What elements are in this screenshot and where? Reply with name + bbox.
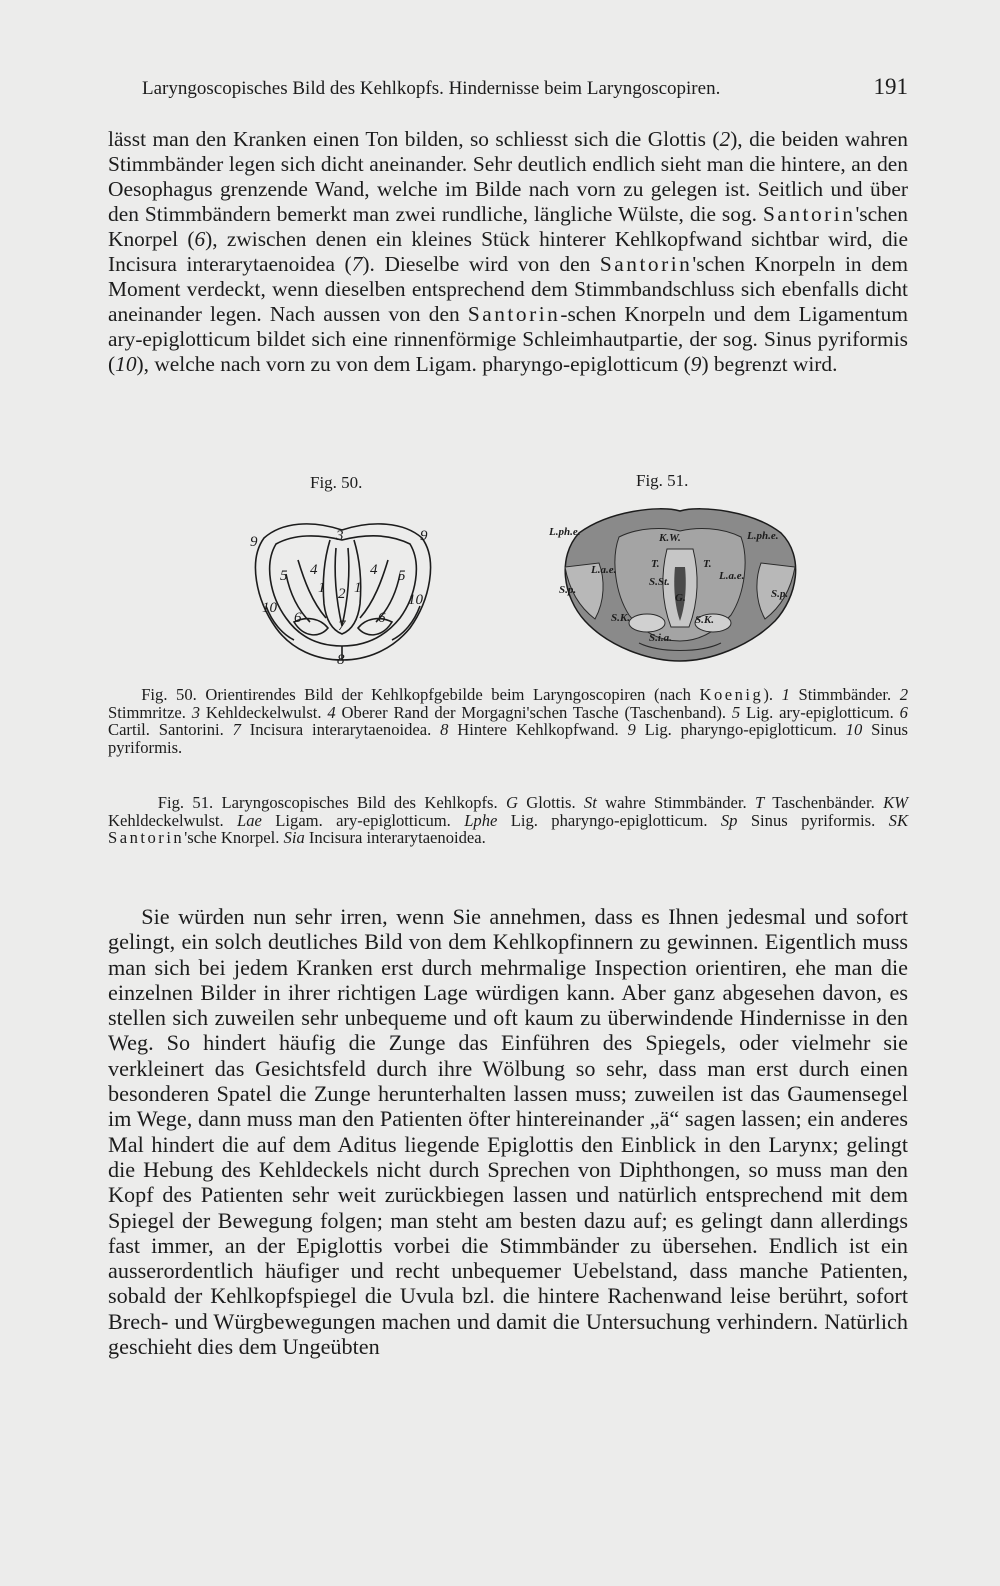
ref-number: 10 <box>115 352 137 376</box>
caption-text: ). <box>763 685 782 704</box>
name-santorin: Santorin <box>762 202 856 226</box>
mark-5-right: 5 <box>398 568 406 584</box>
mark-sp-left: S.p. <box>559 584 577 596</box>
ref-number: 2 <box>899 685 908 704</box>
abbrev: Sia <box>283 828 305 848</box>
running-title: Laryngoscopisches Bild des Kehlkopfs. Hindernisse beim Laryngoscopiren. <box>142 78 721 99</box>
text-run: -schen Knorpeln und dem Ligamentum ary-epiglotticum bildet sich eine rinnenförmige Schleimhautpartie, der sog. Sinus pyriformis ( <box>108 302 908 376</box>
mark-lphe-left: L.ph.e. <box>549 526 581 538</box>
mark-sk-left: S.K. <box>611 612 630 624</box>
mark-1-left: 1 <box>318 580 326 596</box>
name-santorin: Santorin <box>599 252 693 276</box>
mark-kw: K.W. <box>659 532 681 544</box>
caption-text: Kehldeckelwulst. <box>108 810 238 830</box>
mark-sst: S.St. <box>649 576 670 588</box>
mark-t-left: T. <box>651 558 660 570</box>
caption-text: Hintere Kehlkopfwand. <box>448 720 628 740</box>
abbrev: SK <box>888 810 909 830</box>
abbrev: T <box>755 793 765 812</box>
caption-text: Orientirendes Bild der Kehlkopfgebilde beim Laryngoscopiren (nach <box>196 685 700 704</box>
caption-text: Cartil. Santorini. <box>108 720 233 740</box>
mark-8: 8 <box>337 652 345 668</box>
figure-50-label: Fig. 50. <box>310 473 363 492</box>
ref-number: 1 <box>781 685 790 704</box>
caption-text: Sinus pyriformis. <box>737 810 889 830</box>
figure-51-illustration <box>549 497 811 667</box>
caption-text: wahre Stimmbänder. <box>596 793 756 812</box>
mark-7: 7 <box>338 618 346 634</box>
page-number: 191 <box>873 74 908 99</box>
ref-number: 9 <box>627 720 636 740</box>
caption-text: Lig. pharyngo-epiglotticum. <box>497 810 721 830</box>
paragraph-1 <box>108 127 908 377</box>
caption-lead: Fig. 50. <box>141 685 197 704</box>
text-run: ), die beiden wahren Stimmbänder legen sich dicht aneinander. Sehr deutlich endlich sieht man die hintere, an den Oesophagus grenzende Wand, welche im Bilde nach vorn zu gelegen ist. Seitlich und über den Stimmbändern bemerkt man zwei rundliche, längliche Wülste, die sog. <box>108 127 908 226</box>
figure-50-caption <box>108 686 908 756</box>
text-run: ), zwischen denen ein kleines Stück hinterer Kehlkopfwand sichtbar wird, die Incisura interarytaenoidea ( <box>108 227 908 276</box>
mark-g: G. <box>675 592 686 604</box>
ref-number: 4 <box>327 702 336 722</box>
caption-text: Sinus pyriformis. <box>108 720 908 757</box>
abbrev: Sp <box>720 810 738 830</box>
caption-text: Ligam. ary-epiglotticum. <box>261 810 465 830</box>
figure-51-label: Fig. 51. <box>636 471 689 490</box>
mark-9-left: 9 <box>250 534 258 550</box>
abbrev: KW <box>883 793 908 812</box>
text-run: lässt man den Kranken einen Ton bilden, so schliesst sich die Glottis ( <box>108 127 720 151</box>
mark-10-left: 10 <box>262 600 277 616</box>
ref-number: 5 <box>731 702 741 722</box>
caption-text: Glottis. <box>517 793 584 812</box>
mark-1-right: 1 <box>354 580 362 596</box>
ref-number: 3 <box>191 702 201 722</box>
mark-3: 3 <box>336 528 344 544</box>
mark-lae-right: L.a.e. <box>719 570 745 582</box>
ref-number: 6 <box>194 227 206 251</box>
mark-5-left: 5 <box>280 568 288 584</box>
name-santorin: Santorin <box>467 302 561 326</box>
caption-lead: Fig. 51. <box>157 793 214 812</box>
paragraph-2 <box>108 904 908 1359</box>
text-run: ) begrenzt wird. <box>701 352 838 376</box>
abbrev: Lphe <box>464 810 498 830</box>
mark-6-right: 6 <box>378 610 386 626</box>
mark-sk-right: S.K. <box>695 614 714 626</box>
text-run: 'schen Knorpel ( <box>108 202 908 251</box>
ref-number: 9 <box>690 352 702 376</box>
caption-text: Lig. ary-epiglotticum. <box>740 702 900 722</box>
figure-51-caption <box>108 794 908 847</box>
caption-text: Taschenbänder. <box>764 793 884 812</box>
caption-text: Laryngoscopisches Bild des Kehlkopfs. <box>213 793 506 812</box>
abbrev: G <box>505 793 518 812</box>
text-run: ). Dieselbe wird von den <box>362 252 600 276</box>
mark-t-right: T. <box>703 558 712 570</box>
abbrev: Lae <box>237 810 262 830</box>
figure-50-diagram <box>232 500 454 678</box>
ref-number: 6 <box>899 702 908 722</box>
caption-text: 'sche Knorpel. <box>184 828 284 848</box>
mark-4-left: 4 <box>310 562 318 578</box>
caption-text: Kehldeckelwulst. <box>200 702 328 722</box>
text-run: 'schen Knorpeln in dem Moment verdeckt, wenn dieselben entsprechend dem Stimmbandschluss sich ebenfalls dicht aneinander legen. Nach aussen von den <box>108 252 909 326</box>
mark-6-left: 6 <box>294 610 302 626</box>
mark-2: 2 <box>338 586 346 602</box>
text-run: Sie würden nun sehr irren, wenn Sie annehmen, dass es Ihnen jedesmal und sofort gelingt, ein solch deutliches Bild von dem Kehlkopfinnern zu gewinnen. Eigentlich muss man sich bei jedem Kranken erst durch mehrmalige Inspection orientiren, ehe man die einzelnen Bilder in ihrer richtigen Lage würdigen kann. Aber ganz abgesehen davon, es stellen sich zuweilen sehr unbequeme und oft kaum zu überwindende Hindernisse in den Weg. So hindert häufig die Zunge das Einführen des Spiegels, oder vielmehr sie verkleinert das Gesichtsfeld durch ihre Wölbung so sehr, dass man erst durch einen besonderen Spatel die Zunge herunterhalten lassen muss; zuweilen ist das Gaumensegel im Wege, dann muss man den Patienten öfter hintereinander „ä“ sagen lassen; ein anderes Mal hindert die auf dem Aditus liegende Epiglottis den Einblick in den Larynx; gelingt die Hebung des Kehldeckels nicht durch Sprechen von Diphthongen, so muss man den Kopf des Patienten sehr weit zurückbiegen lassen und natürlich entsprechend mit dem Spiegel der Bewegung folgen; man steht am besten dazu auf; es gelingt dann allerdings fast immer, an der Epiglottis vorbei die Stimmbänder zu übersehen. Endlich ist ein ausserordentlich häufiger und recht unbequemer Uebelstand, dass manche Patienten, sobald der Kehlkopfspiegel die Uvula bzl. die hintere Rachenwand leise berührt, sofort Brech- und Würgbewegungen machen und damit die Untersuchung verhindern. Natürlich geschieht dies dem Ungeübten <box>108 904 908 1360</box>
ref-number: 7 <box>232 720 241 740</box>
mark-10-right: 10 <box>408 592 423 608</box>
text-run: ), welche nach vorn zu von dem Ligam. pharyngo-epiglotticum ( <box>136 352 691 376</box>
caption-text: Lig. pharyngo-epiglotticum. <box>635 720 846 740</box>
mark-9-right: 9 <box>420 528 428 544</box>
mark-lae-left: L.a.e. <box>591 564 617 576</box>
ref-number: 7 <box>351 252 363 276</box>
mark-lphe-right: L.ph.e. <box>747 530 779 542</box>
caption-text: Incisura interarytaenoidea. <box>304 828 486 848</box>
ref-number: 10 <box>845 720 863 740</box>
mark-sia: S.i.a. <box>649 632 672 644</box>
ref-number: 2 <box>719 127 731 151</box>
caption-text: Incisura interarytaenoidea. <box>240 720 441 740</box>
caption-text: Oberer Rand der Morgagni'schen Tasche (Taschenband). <box>335 702 732 722</box>
caption-text: Stimmbänder. <box>789 685 900 704</box>
running-header <box>142 74 908 100</box>
ref-number: 8 <box>440 720 449 740</box>
name-santorin: Santorin <box>108 828 185 848</box>
name-koenig: Koenig <box>699 685 764 704</box>
mark-sp-right: S.p. <box>771 588 789 600</box>
mark-4-right: 4 <box>370 562 378 578</box>
abbrev: St <box>583 793 597 812</box>
caption-text: Stimmritze. <box>108 702 192 722</box>
